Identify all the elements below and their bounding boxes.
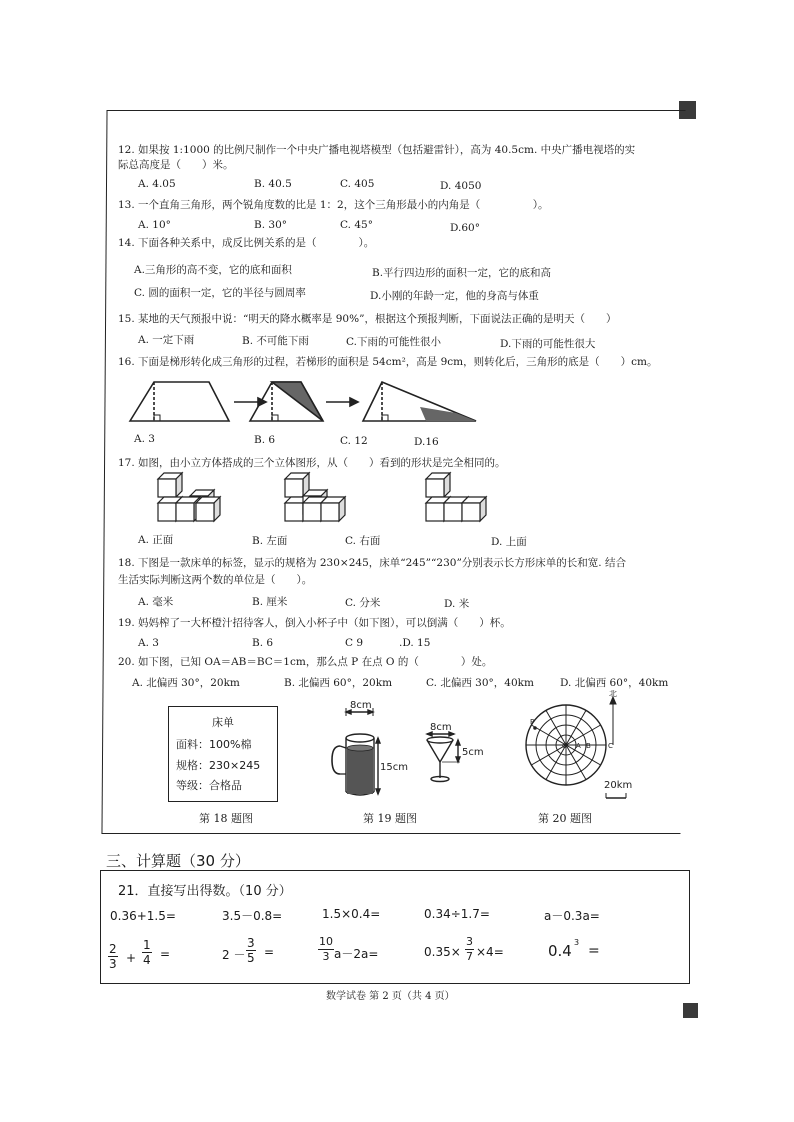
q13-option-c: C. 45° bbox=[340, 219, 373, 231]
scale-label: 20km bbox=[604, 780, 633, 791]
q15-option-c: C.下雨的可能性很小 bbox=[346, 336, 441, 348]
calc-eq-2: = bbox=[264, 945, 275, 959]
point-b-label: B bbox=[586, 742, 591, 750]
calc-row1-item2: 3.5－0.8= bbox=[222, 909, 283, 923]
q21-title: 21．直接写出得数。（10 分） bbox=[118, 884, 292, 899]
calc-frac-3-5: $\frac{3}{5}$ bbox=[247, 936, 255, 965]
q20-option-a: A. 北偏西 30°，20km bbox=[132, 677, 240, 689]
q18-option-d: D. 米 bbox=[444, 598, 470, 610]
q12-option-d: D. 4050 bbox=[440, 180, 482, 192]
q19-option-d: .D. 15 bbox=[399, 637, 431, 649]
cube-figure-3 bbox=[426, 473, 486, 521]
q19-option-a: A. 3 bbox=[138, 637, 159, 649]
calc-frac-3-7: $\frac{3}{7}$ bbox=[466, 935, 473, 963]
q17-option-b: B. 左面 bbox=[252, 535, 288, 547]
point-o-label: O bbox=[562, 743, 567, 750]
label-card-title: 床单 bbox=[212, 716, 234, 729]
polar-grid-diagram bbox=[508, 690, 648, 810]
q14-option-c: C. 圆的面积一定，它的半径与圆周率 bbox=[134, 287, 306, 299]
calc-expr-4-rest: ×4= bbox=[476, 945, 504, 959]
q19-option-c: C 9 bbox=[345, 637, 364, 649]
q14-text: 14. 下面各种关系中，成反比例关系的是（ ）。 bbox=[118, 237, 375, 249]
big-cup-height: 15cm bbox=[380, 762, 408, 773]
q16-option-c: C. 12 bbox=[340, 435, 368, 447]
calc-plus: + bbox=[126, 951, 137, 965]
q15-option-a: A. 一定下雨 bbox=[138, 334, 195, 346]
q14-option-a: A.三角形的高不变，它的底和面积 bbox=[134, 264, 292, 276]
q15-option-b: B. 不可能下雨 bbox=[242, 335, 309, 347]
section-3-title: 三、计算题（30 分） bbox=[106, 852, 250, 870]
calc-row1-item4: 0.34÷1.7= bbox=[424, 907, 490, 921]
q16-text: 16. 下面是梯形转化成三角形的过程，若梯形的面积是 54cm²，高是 9cm，则转化后，三角形的底是（ ）cm。 bbox=[118, 356, 658, 368]
north-label: 北 bbox=[609, 690, 617, 698]
figure-18-caption: 第 18 题图 bbox=[199, 812, 253, 825]
q18-option-b: B. 厘米 bbox=[252, 596, 288, 608]
q15-text: 15. 某地的天气预报中说：“明天的降水概率是 90%”，根据这个预报判断，下面说法正确的是明天（ ） bbox=[118, 313, 617, 325]
q16-option-a: A. 3 bbox=[134, 433, 155, 445]
juice-fill bbox=[347, 748, 373, 794]
q16-option-d: D.16 bbox=[414, 436, 439, 448]
calc-frac-10-3: $\frac{10}{3}$ bbox=[319, 935, 333, 963]
point-c-label: C bbox=[608, 742, 613, 750]
calc-eq-5: = bbox=[588, 943, 600, 959]
label-card-fabric: 面料：100%棉 bbox=[176, 738, 252, 751]
cups-diagram bbox=[330, 700, 490, 800]
cube-figure-1 bbox=[158, 473, 220, 521]
calc-row1-item3: 1.5×0.4= bbox=[322, 907, 381, 921]
q20-option-c: C. 北偏西 30°，40km bbox=[426, 677, 534, 689]
q20-option-d: D. 北偏西 60°，40km bbox=[560, 677, 669, 689]
q19-option-b: B. 6 bbox=[252, 637, 274, 649]
calc-frac-2-3: $\frac{2}{3}$ bbox=[109, 942, 117, 971]
q12-option-c: C. 405 bbox=[340, 178, 375, 190]
calc-power-base: 0.4 bbox=[548, 942, 572, 960]
q14-option-b: B.平行四边形的面积一定，它的底和高 bbox=[372, 267, 552, 279]
q16-trapezoid-diagram bbox=[126, 374, 482, 426]
q18-option-a: A. 毫米 bbox=[138, 596, 174, 608]
q12-text: 12. 如果按 1:1000 的比例尺制作一个中央广播电视塔模型（包括避雷针），高为 40.5cm. 中央广播电视塔的实 bbox=[118, 144, 636, 156]
q13-option-d: D.60° bbox=[450, 222, 480, 234]
calc-eq-1: = bbox=[160, 947, 171, 961]
q17-text: 17. 如图，由小立方体搭成的三个立体图形，从（ ）看到的形状是完全相同的。 bbox=[118, 457, 506, 469]
q14-option-d: D.小刚的年龄一定，他的身高与体重 bbox=[370, 290, 539, 302]
figure-20-caption: 第 20 题图 bbox=[538, 812, 592, 825]
calc-row1-item1: 0.36+1.5= bbox=[110, 909, 176, 923]
big-cup-width: 8cm bbox=[350, 700, 372, 711]
q17-option-a: A. 正面 bbox=[138, 534, 174, 546]
q12-option-b: B. 40.5 bbox=[254, 178, 292, 190]
q13-text: 13. 一个直角三角形，两个锐角度数的比是 1：2，这个三角形最小的内角是（ ）。 bbox=[118, 199, 549, 211]
q17-cube-figures bbox=[150, 470, 500, 530]
trapezoid-shape bbox=[130, 382, 229, 421]
calc-expr-3: a－2a= bbox=[334, 947, 379, 961]
q19-text: 19. 妈妈榨了一大杯橙汁招待客人，倒入小杯子中（如下图），可以倒满（ ）杯。 bbox=[118, 617, 511, 629]
point-p bbox=[533, 726, 537, 730]
q13-option-b: B. 30° bbox=[254, 219, 288, 231]
shaded-triangle bbox=[272, 382, 323, 421]
figure-19-caption: 第 19 题图 bbox=[363, 812, 417, 825]
cube-figure-2 bbox=[285, 473, 345, 521]
q13-option-a: A. 10° bbox=[138, 219, 171, 231]
q18-text: 18. 下图是一款床单的标签，显示的规格为 230×245，床单“245”“230”分别表示长方形床单的长和宽. 结合 bbox=[118, 557, 626, 569]
calc-power-exp: 3 bbox=[574, 938, 580, 947]
calc-frac-1-4: $\frac{1}{4}$ bbox=[143, 938, 151, 967]
point-p-label: P bbox=[530, 718, 535, 726]
calc-row1-item5: a－0.3a= bbox=[544, 909, 600, 923]
q18-text-cont: 生活实际判断这两个数的单位是（ ）。 bbox=[118, 574, 313, 586]
calc-expr-4-pre: 0.35× bbox=[424, 945, 461, 959]
q20-option-b: B. 北偏西 60°，20km bbox=[284, 677, 393, 689]
label-card-spec: 规格：230×245 bbox=[176, 759, 261, 772]
q15-option-d: D.下雨的可能性很大 bbox=[500, 338, 596, 350]
q17-option-c: C. 右面 bbox=[345, 535, 381, 547]
point-a-label: A bbox=[576, 742, 581, 750]
q20-text: 20. 如下图，已知 OA＝AB＝BC＝1cm，那么点 P 在点 O 的（ ）处。 bbox=[118, 656, 493, 668]
q17-option-d: D. 上面 bbox=[491, 536, 527, 548]
small-cup-height: 5cm bbox=[462, 747, 484, 758]
registration-mark-bottom bbox=[683, 1003, 698, 1018]
small-cup-width: 8cm bbox=[430, 722, 452, 733]
q16-option-b: B. 6 bbox=[254, 434, 276, 446]
q12-text-cont: 际总高度是（ ）米。 bbox=[118, 159, 234, 171]
calc-2-minus: 2 － bbox=[222, 948, 246, 962]
q18-option-c: C. 分米 bbox=[345, 597, 381, 609]
page-footer: 数学试卷 第 2 页（共 4 页） bbox=[326, 991, 455, 1002]
q12-option-a: A. 4.05 bbox=[138, 178, 176, 190]
label-card-grade: 等级：合格品 bbox=[176, 779, 242, 792]
